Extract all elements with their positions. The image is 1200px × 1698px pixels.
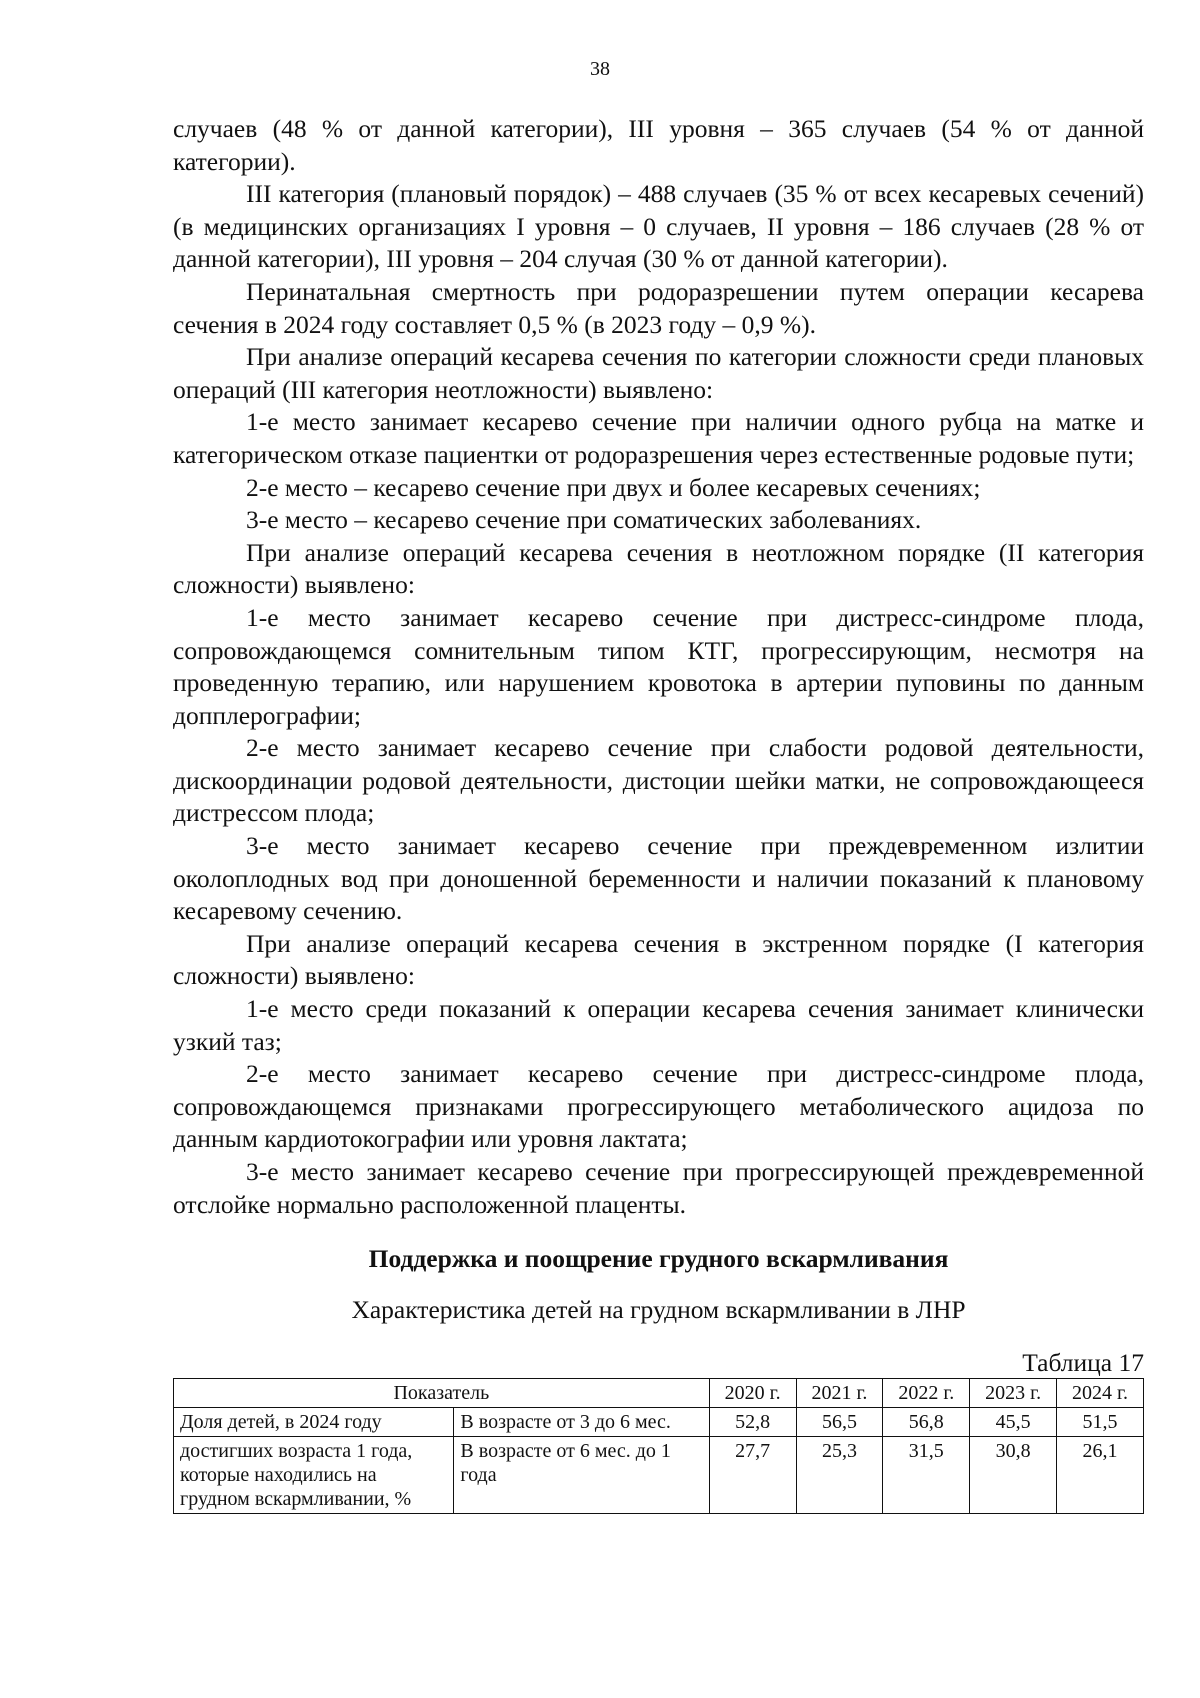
row-age: В возрасте от 6 мес. до 1 года	[454, 1437, 709, 1514]
paragraph: случаев (48 % от данной категории), III уровня – 365 случаев (54 % от данной категории).	[173, 114, 1144, 176]
cell-value: 31,5	[883, 1437, 970, 1514]
paragraph: При анализе операций кесарева сечения в экстренном порядке (I категория сложности) выявлено:	[173, 928, 1144, 991]
cell-value: 52,8	[709, 1408, 796, 1437]
paragraph: При анализе операций кесарева сечения в неотложном порядке (II категория сложности) выявлено:	[173, 537, 1144, 600]
table-row	[174, 1408, 1144, 1437]
row-label-line1: Доля детей, в 2024 году	[174, 1408, 454, 1437]
cell-value: 27,7	[709, 1437, 796, 1514]
paragraph: 2-е место занимает кесарево сечение при дистресс-синдроме плода, сопровождающемся признаками прогрессирующего метаболического ацидоза по данным кардиотокографии или уровня лактата;	[173, 1059, 1144, 1154]
cell-value: 45,5	[970, 1408, 1057, 1437]
paragraph: Перинатальная смертность при родоразрешении путем операции кесарева сечения в 2024 году составляет 0,5 % (в 2023 году – 0,9 %).	[173, 276, 1144, 339]
table-title: Характеристика детей на грудном вскармливании в ЛНР	[351, 1294, 966, 1324]
header-year: 2024 г.	[1057, 1379, 1144, 1408]
paragraph: 3-е место занимает кесарево сечение при прогрессирующей преждевременной отслойке нормально расположенной плаценты.	[173, 1157, 1144, 1219]
table-header-row	[174, 1379, 1144, 1408]
table-label: Таблица 17	[1022, 1348, 1144, 1378]
header-year: 2023 г.	[970, 1379, 1057, 1408]
row-label-rest: достигших возраста 1 года, которые находились на грудном вскармливании, %	[174, 1437, 454, 1514]
paragraph: 1-е место среди показаний к операции кесарева сечения занимает клинически узкий таз;	[173, 994, 1144, 1056]
table-row	[174, 1437, 1144, 1514]
cell-value: 56,5	[796, 1408, 883, 1437]
section-heading: Поддержка и поощрение грудного вскармливания	[368, 1244, 949, 1274]
cell-value: 56,8	[883, 1408, 970, 1437]
paragraph: При анализе операций кесарева сечения по категории сложности среди плановых операций (III категория неотложности) выявлено:	[173, 342, 1144, 404]
cell-value: 51,5	[1057, 1408, 1144, 1437]
cell-value: 30,8	[970, 1437, 1057, 1514]
data-table	[173, 1378, 1144, 1514]
header-year: 2022 г.	[883, 1379, 970, 1408]
paragraph: 3-е место – кесарево сечение при соматических заболеваниях.	[246, 505, 922, 535]
paragraph: 1-е место занимает кесарево сечение при дистресс-синдроме плода, сопровождающемся сомнительным типом КТГ, прогрессирующим, несмотря на проведенную терапию, или нарушением кровотока в артерии пуповины по данным допплерографии;	[173, 602, 1144, 730]
paragraph: 3-е место занимает кесарево сечение при преждевременном излитии околоплодных вод при доношенной беременности и наличии показаний к плановому кесаревому сечению.	[173, 831, 1144, 926]
cell-value: 26,1	[1057, 1437, 1144, 1514]
row-age: В возрасте от 3 до 6 мес.	[454, 1408, 709, 1437]
header-year: 2021 г.	[796, 1379, 883, 1408]
header-indicator: Показатель	[174, 1379, 710, 1408]
paragraph: 1-е место занимает кесарево сечение при наличии одного рубца на матке и категорическом отказе пациентки от родоразрешения через естественные родовые пути;	[173, 407, 1144, 469]
header-year: 2020 г.	[709, 1379, 796, 1408]
page-number: 38	[590, 58, 610, 80]
document-body	[173, 113, 1144, 1514]
cell-value: 25,3	[796, 1437, 883, 1514]
paragraph: 2-е место – кесарево сечение при двух и более кесаревых сечениях;	[246, 472, 981, 502]
paragraph: III категория (плановый порядок) – 488 случаев (35 % от всех кесаревых сечений) (в медицинских организациях I уровня – 0 случаев, II уровня – 186 случаев (28 % от данной категории), III уровня – 204 случая (30 % от данной категории).	[173, 179, 1144, 274]
paragraph: 2-е место занимает кесарево сечение при слабости родовой деятельности, дискоординации родовой деятельности, дистоции шейки матки, не сопровождающееся дистрессом плода;	[173, 733, 1144, 828]
